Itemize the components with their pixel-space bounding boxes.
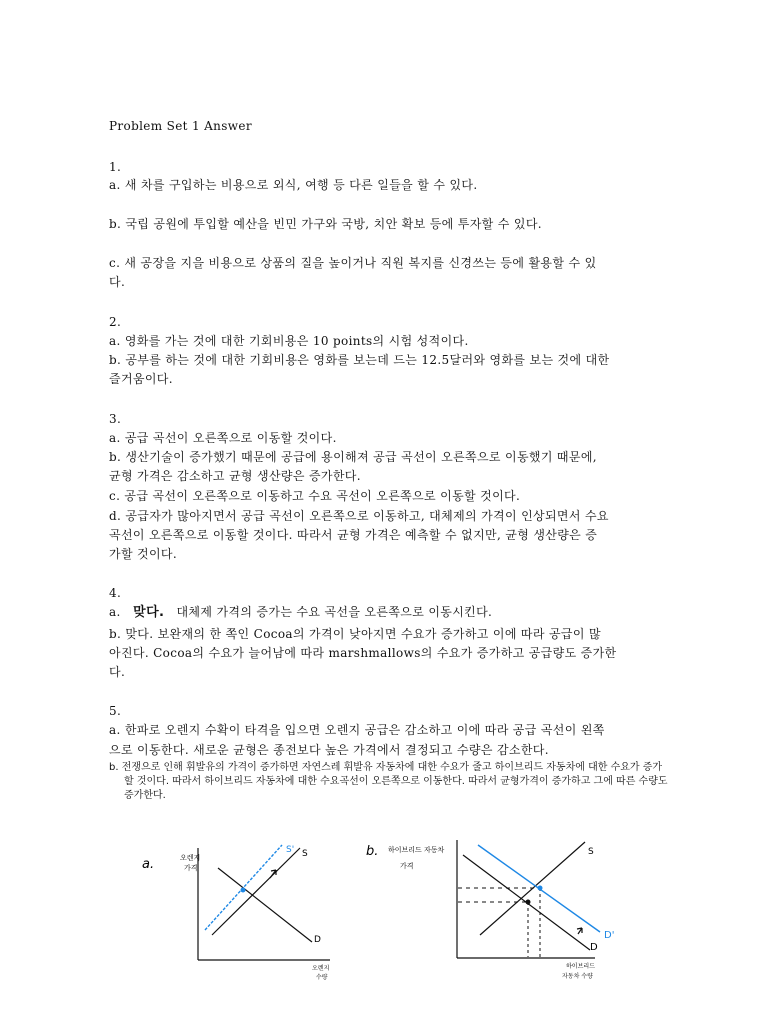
graph-a-label-d: D <box>314 935 321 945</box>
q5-answer-a-line2: 으로 이동한다. 새로운 균형은 종전보다 높은 가격에서 결정되고 수량은 감소한다. <box>109 743 549 757</box>
graph-a-label-s: S <box>302 849 308 859</box>
graph-a-label: a. <box>142 857 155 872</box>
graph-orange-market <box>130 830 360 990</box>
q4-answer-a-text: 대체제 가격의 증가는 수요 곡선을 오른쪽으로 이동시킨다. <box>176 605 493 619</box>
q3-answer-d-line2: 곡선이 오른쪽으로 이동할 것이다. 따라서 균형 가격은 예측할 수 없지만, 균형 생산량은 증 <box>109 528 598 542</box>
graph-a-x-label-1: 오렌지 <box>312 965 330 972</box>
q1-answer-c-line2: 다. <box>109 275 126 289</box>
graph-b-label-d-prime: D' <box>604 930 615 941</box>
document-title: Problem Set 1 Answer <box>109 119 252 133</box>
graph-b-old-equilibrium <box>526 900 531 905</box>
q4-answer-a <box>109 605 492 620</box>
q4-answer-b-line3: 다. <box>109 665 126 679</box>
q4-answer-b-line2: 아진다. Cocoa의 수요가 늘어남에 따라 marshmallows의 수요가 증가하고 공급량도 증가한 <box>109 646 617 660</box>
graph-b-y-label-2: 가격 <box>400 862 414 870</box>
q2-answer-b-line1: b. 공부를 하는 것에 대한 기회비용은 영화를 보는데 드는 12.5달러와 영화를 보는 것에 대한 <box>109 353 610 367</box>
q3-answer-b-line1: b. 생산기술이 증가했기 때문에 공급에 용이해져 공급 곡선이 오른쪽으로 이동했기 때문에, <box>109 450 597 464</box>
q3-answer-d-line1: d. 공급자가 많아지면서 공급 곡선이 오른쪽으로 이동하고, 대체제의 가격이 인상되면서 수요 <box>109 509 609 523</box>
q1-answer-c-line1: c. 새 공장을 지을 비용으로 상품의 질을 높이거나 직원 복지를 신경쓰는 등에 활용할 수 있 <box>109 256 597 270</box>
graph-b-x-label-2: 자동차 수량 <box>562 973 593 980</box>
q3-number: 3. <box>109 412 122 426</box>
q5-answer-a-line1: a. 한파로 오렌지 수확이 타격을 입으면 오렌지 공급은 감소하고 이에 따라 공급 곡선이 왼쪽 <box>109 723 605 737</box>
q4-answer-a-prefix: a. <box>109 605 121 619</box>
q1-answer-b: b. 국립 공원에 투입할 예산을 빈민 가구와 국방, 치안 확보 등에 투자할 수 있다. <box>109 217 542 231</box>
q5-answer-b-line2: 할 것이다. 따라서 하이브리드 자동차에 대한 수요곡선이 오른쪽으로 이동한다. 따라서 균형가격이 증가하고 그에 따른 수량도 <box>124 776 668 787</box>
graph-hybrid-car-market <box>360 830 630 990</box>
q3-answer-b-line2: 균형 가격은 감소하고 균형 생산량은 증가한다. <box>109 469 361 483</box>
q2-answer-a: a. 영화를 가는 것에 대한 기회비용은 10 points의 시험 성적이다. <box>109 334 469 348</box>
q5-number: 5. <box>109 704 122 718</box>
q2-answer-b-line2: 즐거움이다. <box>109 372 173 386</box>
graph-a-x-label-2: 수량 <box>316 974 328 981</box>
graph-b-new-equilibrium <box>538 886 543 891</box>
graph-a-label-s-prime: S' <box>286 845 295 855</box>
q2-number: 2. <box>109 315 122 329</box>
q1-number: 1. <box>109 160 122 174</box>
q3-answer-c: c. 공급 곡선이 오른쪽으로 이동하고 수요 곡선이 오른쪽으로 이동할 것이다. <box>109 489 521 503</box>
graph-a-y-label-2: 가격 <box>184 864 198 872</box>
q3-answer-a: a. 공급 곡선이 오른쪽으로 이동할 것이다. <box>109 431 337 445</box>
q4-answer-b-line1: b. 맞다. 보완재의 한 쪽인 Cocoa의 가격이 낮아지면 수요가 증가하고 이에 따라 공급이 많 <box>109 627 601 641</box>
graph-b-label-s: S <box>588 847 594 857</box>
q1-answer-a: a. 새 차를 구입하는 비용으로 외식, 여행 등 다른 일들을 할 수 있다. <box>109 178 478 192</box>
graph-a-shift-arrow-icon <box>270 870 276 878</box>
graph-b-y-label-1: 하이브리드 자동차 <box>388 846 445 854</box>
graph-a-new-equilibrium <box>241 888 246 893</box>
q5-answer-b-line3: 증가한다. <box>124 790 166 801</box>
graph-a-y-label-1: 오렌지 <box>180 854 201 862</box>
graph-b-x-label-1: 하이브리드 <box>566 963 595 970</box>
q4-handwritten-answer: 맞다. <box>133 605 165 620</box>
q3-answer-d-line3: 가할 것이다. <box>109 547 178 561</box>
graph-b-shift-arrow-icon <box>577 928 582 934</box>
q4-number: 4. <box>109 586 122 600</box>
graph-b-label: b. <box>366 844 379 859</box>
graph-b-label-d: D <box>590 942 598 953</box>
q5-answer-b-line1: b. 전쟁으로 인해 휘발유의 가격이 증가하면 자연스레 휘발유 자동차에 대한 수요가 줄고 하이브리드 자동차에 대한 수요가 증가 <box>109 762 663 773</box>
graph-a-demand-curve <box>218 868 312 942</box>
